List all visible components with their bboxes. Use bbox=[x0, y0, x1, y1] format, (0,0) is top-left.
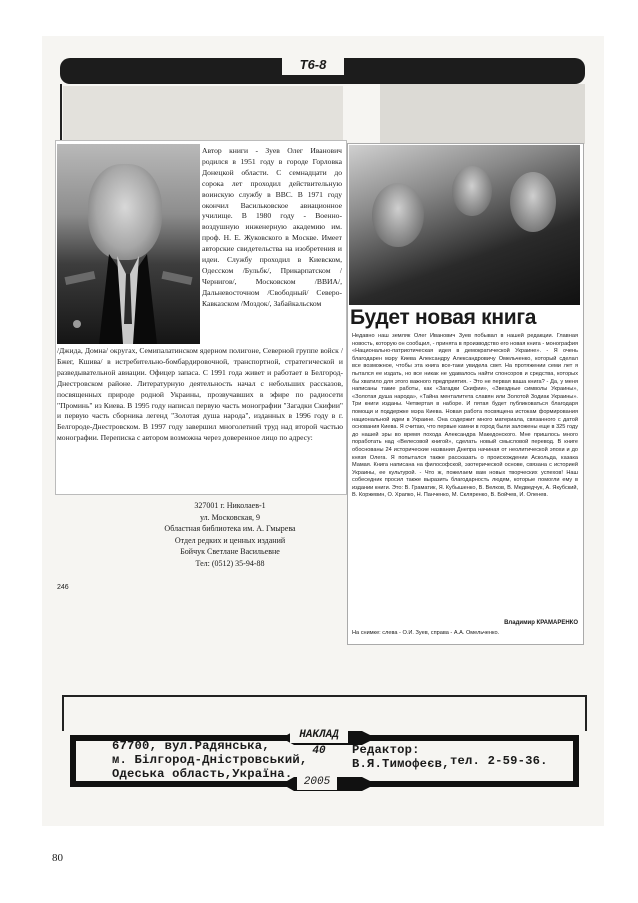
bio-text-side: Автор книги - Зуев Олег Иванович родился в 1951 году в городе Горловка Донецкой области. С семнадцати до сорока лет проходил действительную воинскую службу в ВВС. В 1971 году окончил Васильковское авиационное училище. В 1980 году - Военно-воздушную инженерную академию им. проф. Н. Е. Жуковского в Москве. Имеет авторские свидетельства на изобретения и идеи. Службу проходил в Киевском, Одесском /Бульбк/, Прикарпатском /Чернигов/, Московском /ВВИА/, Дальневосточном /Свободный/ Северо-Кавказском /Моздок/, Забайкальском bbox=[202, 146, 342, 308]
newspaper-author: Владимир КРАМАРЕНКО bbox=[504, 620, 578, 626]
photo-caption: На снимке: слева - О.И. Зуев, справа - А.А. Омельченко. bbox=[352, 630, 500, 636]
print-run-label: НАКЛАД 40 bbox=[290, 727, 348, 743]
newspaper-headline: Будет новая книга bbox=[350, 306, 537, 329]
header-label: Т6-8 bbox=[282, 55, 344, 75]
editor-block bbox=[352, 743, 450, 771]
newspaper-body: Недавно наш земляк Олег Иванович Зуев побывал в нашей редакции. Главная новость, которую он сообщил, - принята в производство его новая книга - монография «Национально-патриотическая идея в демократической Украине». - Я очень благодарен мэру Киева Александру Александровичу Омельченко, который сделал все возможное, чтобы эта книга все-таки увидела свет. На протяжении семи лет я пытался ее издать, но все никак не удавалось найти спонсоров и средства, которых бы хватило для этого важного предприятия. - Это не первая ваша книга? - Да, у меня написаны такие работы, как «Загадки Скифии», «Звездные символы Украины», «Золотая душа народа», «Тайна менталитета славян или Золотой Зодиак Украины». Три книги изданы. Четвертая в наборе. И пятая будет публиковаться благодаря помощи и поддержке мэра Киева. Новая работа посвящена истокам формирования национальной идеи в Украине. Она содержит много материала, связанного с датой основания Киева. Я считаю, что первые камни в город были заложены еще в 325 году до нашей эры во время похода Александра Македонского. Мне пришлось много поработать над «Велесовой книгой», сделать новый смысловой перевод. В книге обоснованы 24 исторические названия Днепра начиная от неолитической эпохи и до князя Олега. Я попытался также рассказать о происхождении Аскольда, казака Мамая. Книга написана на философской, эзотерической основе, связана с историей Украины, ее культурой. - Что ж, пожелаем вам новых творческих успехов! Наш собеседник просил также выразить благодарность людям, которые помогли ему в издании книги. Это: В. Граматик, Я. Кубышенко, В. Велков, В. Медведчук, А. Якубский, В. Коржевин, О. Храпко, Н. Панченко, М. Скляренко, В. Бойчев, И. Оленев. bbox=[352, 333, 578, 499]
frame-left-line bbox=[60, 84, 62, 144]
address-line: 327001 г. Николаев-1 bbox=[194, 501, 266, 510]
bio-text-full: /Джида, Домна/ округах, Семипалатинском ядерном полигоне, Северной группе войск /Бжег, Кшива/ в истребительно-бомбардировочной, транспортной, стратегической и разведывательной авиации. Офицер запаса. С 1991 года живет и работает в Белгород-Днестровском районе. Литературную деятельность начал с небольших рассказов, посвященных природе родной Украины, прозвучавших в эфире по радиосети "Проминь" из Киева. В 1995 году написал первую часть монографии "Загадки Скифии" и первую часть сборника легенд "Золотая душа народа", изданных в 1996 году в г. Белгороде-Днестровском. В 1997 году завершил многолетний труд над второй частью монографии. Переписка с автором возможна через доверенное лицо по адресу: bbox=[57, 346, 343, 443]
address-line: Областная библиотека им. А. Гмырева bbox=[164, 524, 296, 534]
page-marker: 246 bbox=[57, 584, 69, 591]
photo-person-right bbox=[510, 172, 556, 232]
publication-year: 2005 bbox=[297, 774, 337, 790]
publisher-address bbox=[112, 739, 307, 781]
address-line: Тел: (0512) 35-94-88 bbox=[195, 558, 265, 568]
uniform-drawing bbox=[57, 244, 200, 344]
page-number: 80 bbox=[52, 852, 63, 864]
torn-clipping bbox=[380, 84, 585, 144]
editor-label: Редактор: bbox=[352, 743, 420, 757]
photo-person-left bbox=[372, 183, 424, 247]
editor-phone: тел. 2-59-36. bbox=[450, 754, 548, 768]
address-line: Бойчук Светлане Васильевне bbox=[180, 547, 280, 557]
editor-name: В.Я.Тимофеєв, bbox=[352, 757, 450, 771]
torn-clipping bbox=[63, 86, 343, 146]
address-line: ул. Московская, 9 bbox=[199, 512, 261, 522]
photo-person-back bbox=[452, 166, 492, 216]
contact-address bbox=[130, 500, 330, 570]
publisher-address-line: 67700, вул.Радянська, bbox=[112, 739, 270, 753]
publisher-address-line: м. Білгород-Дністровський, bbox=[112, 753, 308, 767]
publisher-address-line: Одеська область,Україна. bbox=[112, 767, 293, 781]
address-line: Отдел редких и ценных изданий bbox=[174, 535, 286, 545]
